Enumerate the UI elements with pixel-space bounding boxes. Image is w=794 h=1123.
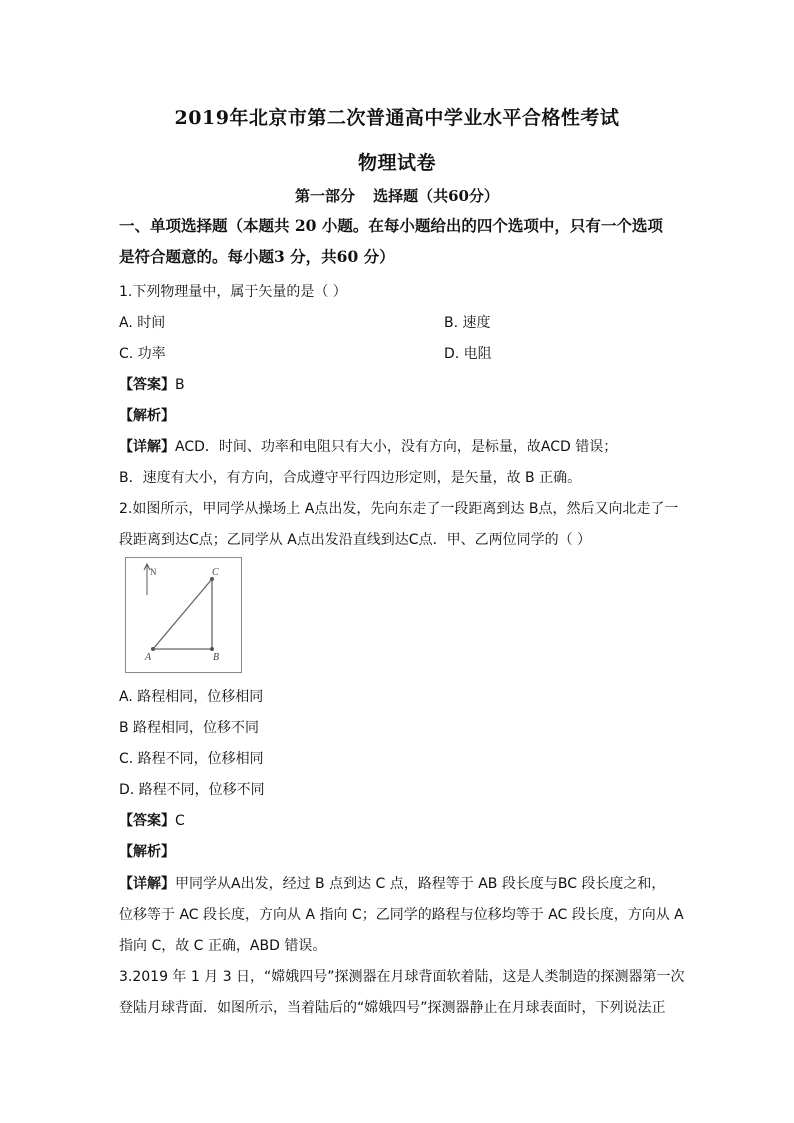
instructions-line: 是符合题意的。每小题3 分，共60 分） <box>119 247 395 266</box>
label-c: C <box>212 567 219 578</box>
q1-answer <box>119 374 185 394</box>
q2-analysis-tag: 【解析】 <box>119 844 175 860</box>
instructions <box>119 210 679 272</box>
exam-subtitle: 物理试卷 <box>357 152 436 174</box>
q1-detail <box>119 436 617 456</box>
q2-detail-line: 指向 C，故 C 正确，ABD 错误。 <box>119 938 327 954</box>
q3-stem: 3.2019 年 1 月 3 日，“嫦娥四号”探测器在月球背面软着陆，这是人类制造的探测器第一次 <box>119 969 685 985</box>
answer-tag: 【答案】 <box>119 813 175 829</box>
detail-tag: 【详解】 <box>119 439 175 455</box>
q2-option-d: D. 路程不同，位移不同 <box>119 782 265 798</box>
segment-ac <box>153 579 212 649</box>
section-number: 第一部分 <box>295 187 356 205</box>
q2-option-c: C. 路程不同，位移相同 <box>119 751 264 767</box>
section-name: 选择题（共60分） <box>373 187 499 205</box>
point-b <box>210 647 214 651</box>
q1-detail-line: B．速度有大小，有方向，合成遵守平行四边形定则，是矢量，故 B 正确。 <box>119 470 582 486</box>
detail-text: ACD．时间、功率和电阻只有大小，没有方向，是标量，故ACD 错误； <box>175 439 618 455</box>
q1-option-b: B. 速度 <box>444 315 491 331</box>
label-a: A <box>145 652 152 663</box>
q1-option-a: A. 时间 <box>119 315 166 331</box>
route-diagram <box>126 558 243 674</box>
q2-stem-line: 段距离到达C点；乙同学从 A点出发沿直线到达C点．甲、乙两位同学的（ ） <box>119 532 592 548</box>
q2-detail-line: 位移等于 AC 段长度，方向从 A 指向 C；乙同学的路程与位移均等于 AC 段长度，方向从 A <box>119 907 684 923</box>
answer-value: B <box>175 377 185 393</box>
q1-stem: 1.下列物理量中，属于矢量的是（ ） <box>119 284 347 300</box>
exam-title: 2019年北京市第二次普通高中学业水平合格性考试 <box>174 107 620 129</box>
q2-stem: 2.如图所示，甲同学从操场上 A点出发，先向东走了一段距离到达 B点，然后又向北走了一 <box>119 501 679 517</box>
q2-figure <box>125 557 242 673</box>
detail-text: 甲同学从A出发，经过 B 点到达 C 点，路程等于 AB 段长度与BC 段长度之和， <box>175 876 666 892</box>
q2-option-b: B 路程相同，位移不同 <box>119 720 260 736</box>
q1-option-d: D. 电阻 <box>444 346 492 362</box>
section-heading <box>0 185 794 206</box>
q2-detail <box>119 873 665 893</box>
q2-option-a: A. 路程相同，位移相同 <box>119 689 264 705</box>
label-b: B <box>213 652 220 663</box>
q1-analysis-tag: 【解析】 <box>119 408 175 424</box>
point-a <box>151 647 155 651</box>
q2-answer <box>119 810 185 830</box>
answer-value: C <box>175 813 185 829</box>
q1-option-c: C. 功率 <box>119 346 166 362</box>
detail-tag: 【详解】 <box>119 876 175 892</box>
north-label: N <box>150 567 157 577</box>
instructions-line: 一、单项选择题（本题共 20 小题。在每小题给出的四个选项中，只有一个选项 <box>119 216 663 235</box>
q3-stem-line: 登陆月球背面．如图所示，当着陆后的“嫦娥四号”探测器静止在月球表面时，下列说法正 <box>119 1000 666 1016</box>
answer-tag: 【答案】 <box>119 377 175 393</box>
